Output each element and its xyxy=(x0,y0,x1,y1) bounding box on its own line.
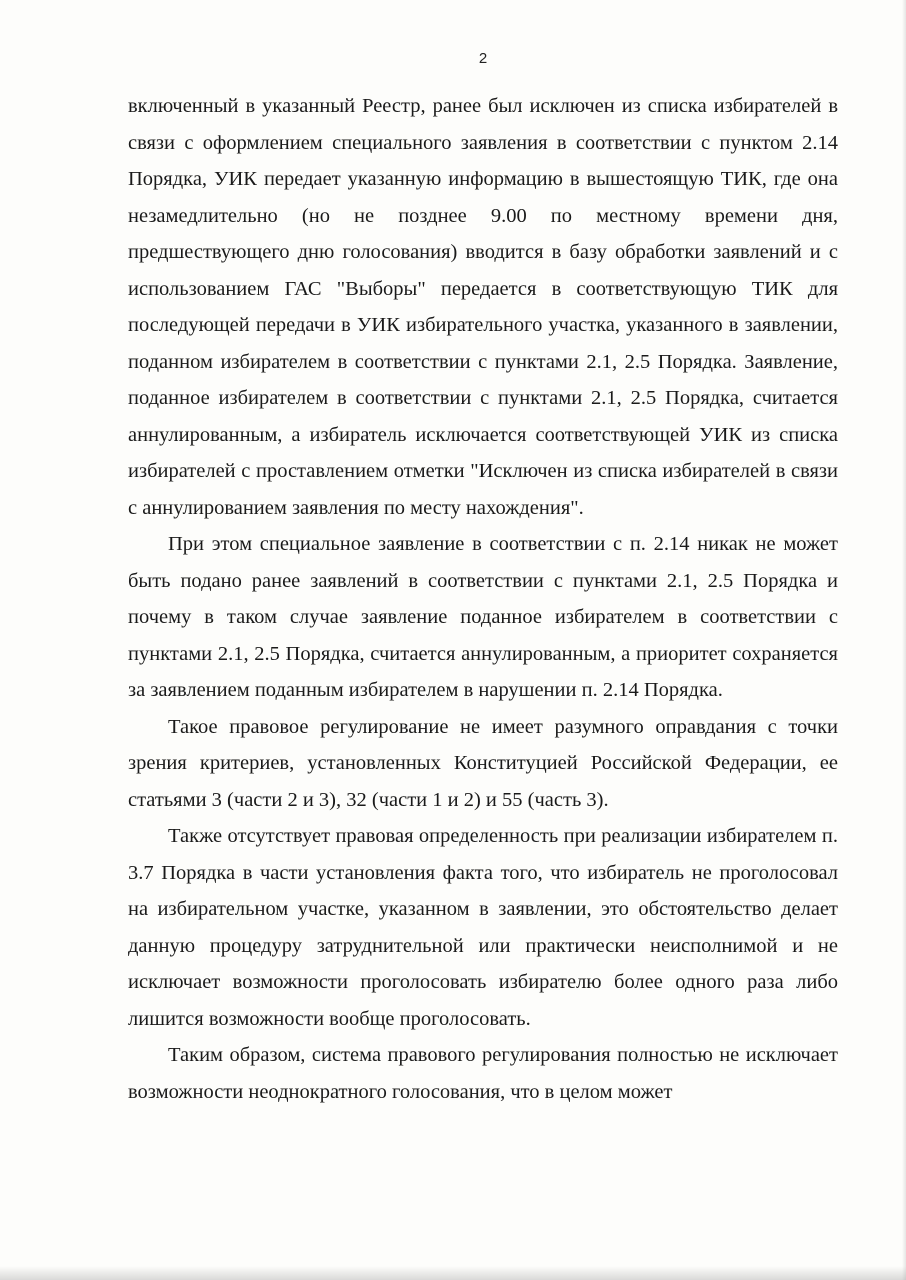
paragraph: Также отсутствует правовая определенность при реализации избирателем п. 3.7 Порядка в части установления факта того, что избиратель не проголосовал на избирательном участке, указанном в заявлении, это обстоятельство делает данную процедуру затруднительной или практически неисполнимой и не исключает возможности проголосовать избирателю более одного раза либо лишится возможности вообще проголосовать. xyxy=(128,825,838,1030)
page-edge xyxy=(902,0,906,1280)
paragraph: При этом специальное заявление в соответствии с п. 2.14 никак не может быть подано ранее заявлений в соответствии с пунктами 2.1, 2.5 Порядка и почему в таком случае заявление поданное избирателем в соответствии с пунктами 2.1, 2.5 Порядка, считается аннулированным, а приоритет сохраняется за заявлением поданным избирателем в нарушении п. 2.14 Порядка. xyxy=(128,533,838,701)
paragraph: Таким образом, система правового регулирования полностью не исключает возможности неоднократного голосования, что в целом может xyxy=(128,1044,838,1103)
page-bottom-shadow xyxy=(0,1266,906,1280)
document-body xyxy=(128,88,838,1110)
page-number: 2 xyxy=(478,50,488,67)
paragraph: Такое правовое регулирование не имеет разумного оправдания с точки зрения критериев, установленных Конституцией Российской Федерации, ее статьями 3 (части 2 и 3), 32 (части 1 и 2) и 55 (часть 3). xyxy=(128,715,838,811)
paragraph: включенный в указанный Реестр, ранее был исключен из списка избирателей в связи с оформлением специального заявления в соответствии с пунктом 2.14 Порядка, УИК передает указанную информацию в вышестоящую ТИК, где она незамедлительно (но не позднее 9.00 по местному времени дня, предшествующего дню голосования) вводится в базу обработки заявлений и с использованием ГАС "Выборы" передается в соответствующую ТИК для последующей передачи в УИК избирательного участка, указанного в заявлении, поданном избирателем в соответствии с пунктами 2.1, 2.5 Порядка. Заявление, поданное избирателем в соответствии с пунктами 2.1, 2.5 Порядка, считается аннулированным, а избиратель исключается соответствующей УИК из списка избирателей с проставлением отметки "Исключен из списка избирателей в связи с аннулированием заявления по месту нахождения". xyxy=(128,95,838,519)
